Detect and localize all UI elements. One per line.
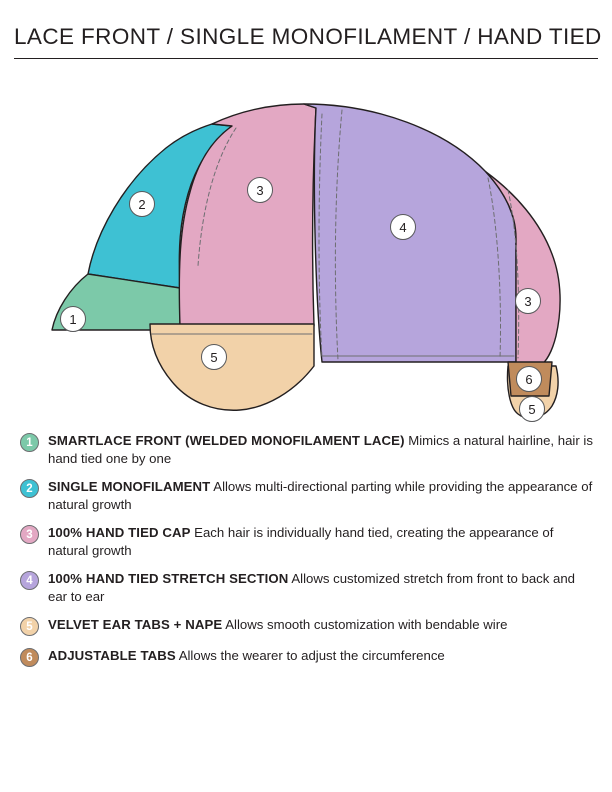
legend-text-5 — [48, 616, 507, 634]
diagram-marker-2: 2 — [129, 191, 155, 217]
legend-term-5: VELVET EAR TABS + NAPE — [48, 617, 223, 632]
diagram-marker-5-nape: 5 — [201, 344, 227, 370]
legend-desc-5: Allows smooth customization with bendable wire — [225, 617, 508, 632]
legend-item-2 — [20, 478, 598, 513]
legend-term-2: SINGLE MONOFILAMENT — [48, 479, 211, 494]
legend-item-5 — [20, 616, 598, 636]
legend-term-4: 100% HAND TIED STRETCH SECTION — [48, 571, 289, 586]
legend-badge-1: 1 — [20, 433, 39, 452]
legend-term-6: ADJUSTABLE TABS — [48, 648, 176, 663]
diagram-marker-3-right: 3 — [515, 288, 541, 314]
legend-desc-6: Allows the wearer to adjust the circumference — [178, 648, 445, 663]
legend-desc-3: Each hair is individually hand tied, creating the appearance of natural growth — [48, 525, 554, 558]
legend-badge-4: 4 — [20, 571, 39, 590]
legend-desc-4: Allows customized stretch from front to back and ear to ear — [48, 571, 576, 604]
legend-text-4 — [48, 570, 596, 605]
diagram-marker-6: 6 — [516, 366, 542, 392]
diagram-marker-4: 4 — [390, 214, 416, 240]
legend-badge-3: 3 — [20, 525, 39, 544]
legend-item-3 — [20, 524, 598, 559]
legend-term-1: SMARTLACE FRONT (WELDED MONOFILAMENT LACE) — [48, 433, 405, 448]
wig-cap-diagram — [0, 66, 612, 426]
diagram-marker-3-left: 3 — [247, 177, 273, 203]
diagram-marker-5-ear-tab: 5 — [519, 396, 545, 422]
region-velvet-nape — [150, 324, 314, 410]
legend-desc-1: Mimics a natural hairline, hair is hand tied one by one — [48, 433, 593, 466]
legend — [20, 432, 598, 678]
legend-text-1 — [48, 432, 596, 467]
legend-item-1 — [20, 432, 598, 467]
legend-item-4 — [20, 570, 598, 605]
diagram-marker-1: 1 — [60, 306, 86, 332]
legend-badge-5: 5 — [20, 617, 39, 636]
legend-text-6 — [48, 647, 445, 665]
legend-desc-2: Allows multi-directional parting while providing the appearance of natural growth — [48, 479, 593, 512]
legend-badge-2: 2 — [20, 479, 39, 498]
title-divider — [14, 58, 598, 59]
legend-text-2 — [48, 478, 596, 513]
legend-item-6 — [20, 647, 598, 667]
legend-text-3 — [48, 524, 596, 559]
legend-badge-6: 6 — [20, 648, 39, 667]
page-title: LACE FRONT / SINGLE MONOFILAMENT / HAND TIED — [14, 24, 602, 49]
legend-term-3: 100% HAND TIED CAP — [48, 525, 191, 540]
